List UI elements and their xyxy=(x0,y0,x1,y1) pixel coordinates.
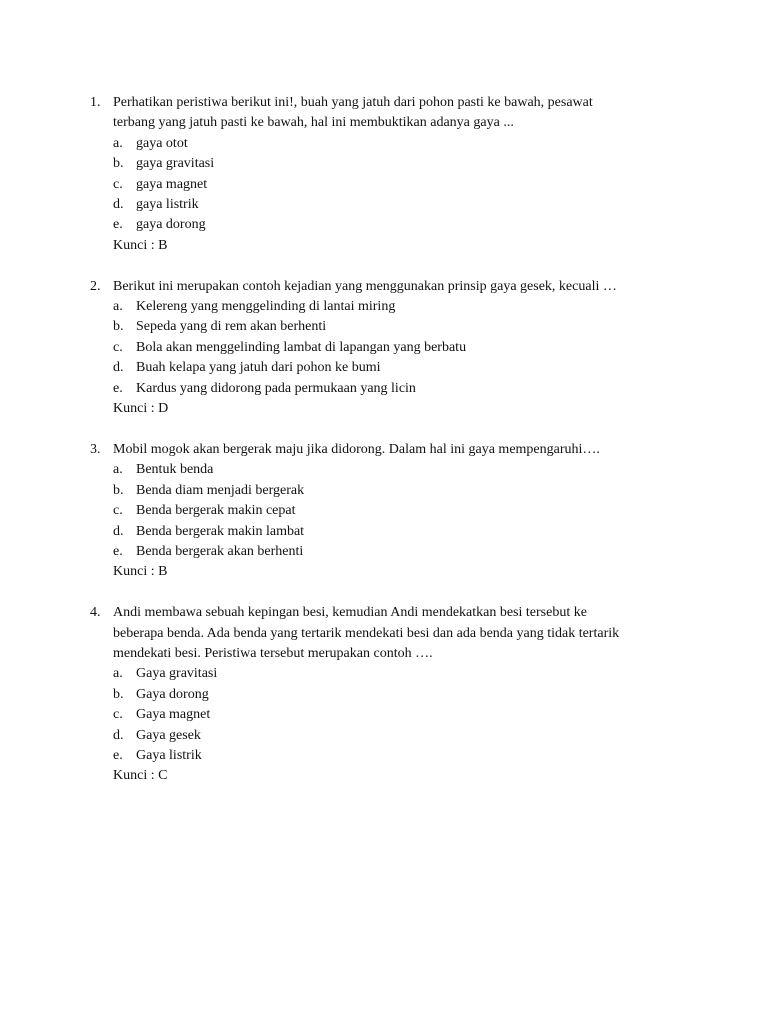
question-text xyxy=(113,603,768,664)
options-list xyxy=(90,134,768,236)
option-letter: d. xyxy=(113,197,124,213)
option-letter: d. xyxy=(113,360,124,376)
options-list xyxy=(90,297,768,399)
question-text xyxy=(113,440,768,460)
option-d xyxy=(113,726,768,746)
option-c xyxy=(113,501,768,521)
option-letter: e. xyxy=(113,217,123,233)
option-letter: c. xyxy=(113,339,123,355)
option-e xyxy=(113,542,768,562)
option-b xyxy=(113,317,768,337)
question-number: 2. xyxy=(90,278,101,294)
question-text-line: terbang yang jatuh pasti ke bawah, hal ini membuktikan adanya gaya ... xyxy=(113,115,514,131)
answer-key: Kunci : B xyxy=(113,564,168,580)
question-text-line: Perhatikan peristiwa berikut ini!, buah yang jatuh dari pohon pasti ke bawah, pesawat xyxy=(113,95,593,110)
answer-key: Kunci : D xyxy=(113,401,169,417)
option-b xyxy=(113,685,768,705)
option-text: Bola akan menggelinding lambat di lapangan yang berbatu xyxy=(136,339,467,355)
option-text: Gaya gesek xyxy=(136,727,201,743)
option-text: Benda bergerak makin cepat xyxy=(136,503,296,519)
option-text: gaya listrik xyxy=(136,197,199,213)
option-text: Benda bergerak akan berhenti xyxy=(136,543,304,559)
option-c xyxy=(113,705,768,725)
option-text: Benda bergerak makin lambat xyxy=(136,523,305,539)
option-letter: e. xyxy=(113,543,123,559)
option-b xyxy=(113,481,768,501)
option-letter: a. xyxy=(113,135,123,151)
option-text: Gaya gravitasi xyxy=(136,666,218,682)
option-letter: c. xyxy=(113,503,123,519)
option-text: gaya gravitasi xyxy=(136,156,215,172)
question-number: 3. xyxy=(90,441,101,457)
option-c xyxy=(113,338,768,358)
question-text-line: Berikut ini merupakan contoh kejadian yang menggunakan prinsip gaya gesek, kecuali … xyxy=(113,278,617,294)
option-text: Benda diam menjadi bergerak xyxy=(136,482,305,498)
option-letter: e. xyxy=(113,380,123,396)
question-text xyxy=(113,277,768,297)
question-stem xyxy=(90,603,768,664)
option-letter: b. xyxy=(113,319,124,335)
option-letter: c. xyxy=(113,707,123,723)
question-text-line: beberapa benda. Ada benda yang tertarik mendekati besi dan ada benda yang tidak tertarik xyxy=(113,625,620,641)
option-text: Kelereng yang menggelinding di lantai miring xyxy=(136,299,396,315)
options-list xyxy=(90,460,768,562)
question-3 xyxy=(90,440,768,583)
option-c xyxy=(113,175,768,195)
question-text-line: Mobil mogok akan bergerak maju jika didorong. Dalam hal ini gaya mempengaruhi…. xyxy=(113,441,600,457)
option-a xyxy=(113,460,768,480)
question-text xyxy=(113,93,768,134)
answer-key: Kunci : B xyxy=(113,237,168,253)
option-letter: b. xyxy=(113,686,124,702)
option-text: Kardus yang didorong pada permukaan yang licin xyxy=(136,380,416,396)
option-letter: d. xyxy=(113,727,124,743)
question-number: 4. xyxy=(90,605,101,621)
option-letter: a. xyxy=(113,666,123,682)
option-text: Bentuk benda xyxy=(136,462,214,478)
question-1 xyxy=(90,93,768,256)
question-stem xyxy=(90,277,768,297)
option-letter: c. xyxy=(113,176,123,192)
question-stem xyxy=(90,93,768,134)
question-2 xyxy=(90,277,768,420)
option-b xyxy=(113,154,768,174)
option-text: Buah kelapa yang jatuh dari pohon ke bumi xyxy=(136,360,381,376)
options-list xyxy=(90,664,768,766)
option-letter: b. xyxy=(113,482,124,498)
answer-key: Kunci : C xyxy=(113,768,168,784)
question-stem xyxy=(90,440,768,460)
option-text: Gaya magnet xyxy=(136,707,211,723)
question-number: 1. xyxy=(90,95,101,110)
option-text: gaya dorong xyxy=(136,217,206,233)
option-d xyxy=(113,522,768,542)
option-letter: a. xyxy=(113,299,123,315)
question-4 xyxy=(90,603,768,787)
option-e xyxy=(113,746,768,766)
option-letter: d. xyxy=(113,523,124,539)
option-a xyxy=(113,134,768,154)
option-text: Gaya listrik xyxy=(136,747,202,763)
option-text: Sepeda yang di rem akan berhenti xyxy=(136,319,327,335)
question-text-line: Andi membawa sebuah kepingan besi, kemudian Andi mendekatkan besi tersebut ke xyxy=(113,605,587,621)
option-d xyxy=(113,195,768,215)
option-text: gaya otot xyxy=(136,135,188,151)
option-a xyxy=(113,297,768,317)
option-letter: b. xyxy=(113,156,124,172)
option-e xyxy=(113,215,768,235)
option-a xyxy=(113,664,768,684)
option-d xyxy=(113,358,768,378)
option-text: gaya magnet xyxy=(136,176,208,192)
option-letter: a. xyxy=(113,462,123,478)
option-text: Gaya dorong xyxy=(136,686,209,702)
option-e xyxy=(113,379,768,399)
option-letter: e. xyxy=(113,747,123,763)
question-text-line: mendekati besi. Peristiwa tersebut merupakan contoh …. xyxy=(113,645,433,661)
